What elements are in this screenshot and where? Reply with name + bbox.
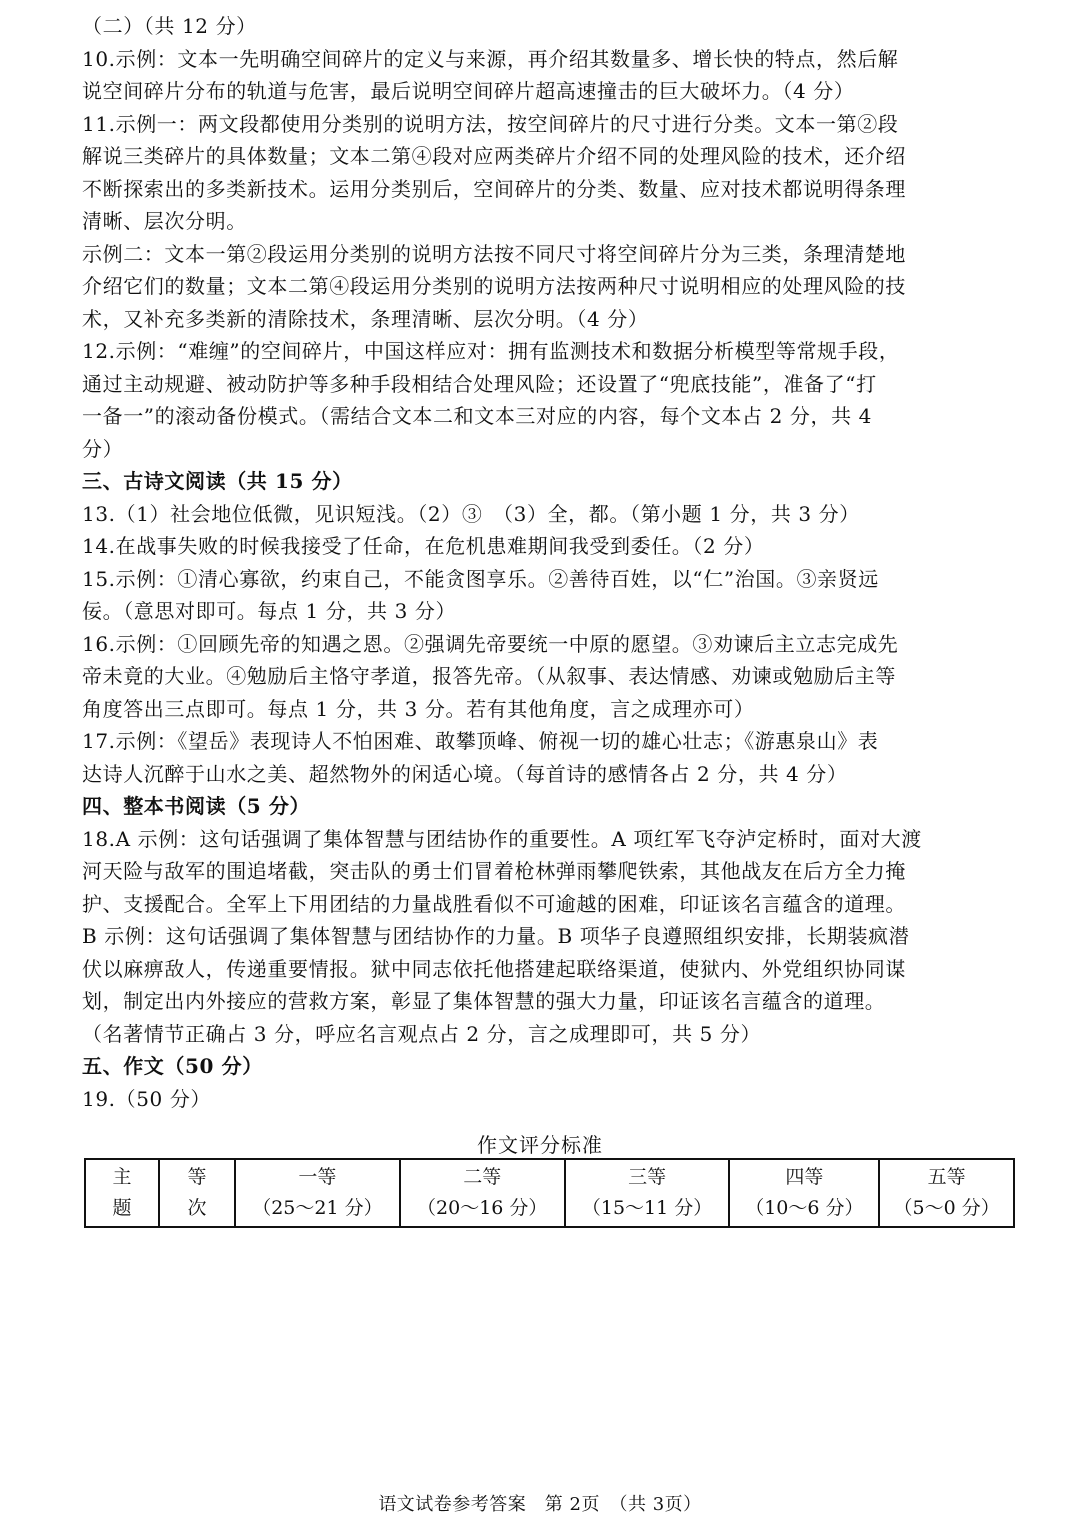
grade-range: （5～0 分）: [893, 1197, 1000, 1219]
section-heading: 五、作文（50 分）: [82, 1054, 263, 1078]
answer-line: 护、支援配合。全军上下用团结的力量战胜看似不可逾越的困难，印证该名言蕴含的道理。: [82, 891, 906, 916]
answer-line: 15.示例：①清心寡欲，约束自己，不能贪图享乐。②善待百姓，以“仁”治国。③亲贤远: [82, 566, 879, 591]
answer-line: 10.示例：文本一先明确空间碎片的定义与来源，再介绍其数量多、增长快的特点，然后解: [82, 46, 899, 71]
answer-text: [82, 10, 962, 1115]
answer-line: 16.示例：①回顾先帝的知遇之恩。②强调先帝要统一中原的愿望。③劝谏后主立志完成先: [82, 631, 899, 656]
table-cell-text: 等: [187, 1166, 207, 1188]
grade-range: （20～16 分）: [417, 1197, 548, 1219]
answer-line: 介绍它们的数量；文本二第④段运用分类别的说明方法按两种尺寸说明相应的处理风险的技: [82, 274, 906, 298]
answer-line: 分）: [82, 436, 124, 461]
table-cell-grade: [729, 1159, 879, 1227]
table-cell-grade: [565, 1159, 730, 1227]
answer-line: 划，制定出内外接应的营救方案，彰显了集体智慧的强大力量，印证该名言蕴含的道理。: [82, 989, 886, 1013]
grade-name: 五等: [927, 1166, 966, 1188]
answer-line: 不断探索出的多类新技术。运用分类别后，空间碎片的分类、数量、应对技术都说明得条理: [82, 176, 906, 201]
grade-range: （25～21 分）: [252, 1197, 383, 1219]
table-cell-grade: [235, 1159, 400, 1227]
table-cell-grade: [879, 1159, 1014, 1227]
answer-line: 伏以麻痹敌人，传递重要情报。狱中同志依托他搭建起联络渠道，使狱内、外党组织协同谋: [82, 956, 906, 981]
grade-name: 一等: [298, 1166, 337, 1188]
answer-line: 佞。（意思对即可。每点 1 分，共 3 分）: [82, 599, 457, 623]
section-heading: （二）（共 12 分）: [82, 14, 257, 38]
answer-line: 19.（50 分）: [82, 1086, 212, 1111]
table-row: [85, 1159, 1014, 1227]
answer-line: 一备一”的滚动备份模式。（需结合文本二和文本三对应的内容，每个文本占 2 分，共 4: [82, 404, 872, 428]
answer-line: 14.在战事失败的时候我接受了任命，在危机患难期间我受到委任。（2 分）: [82, 534, 765, 558]
answer-line: 达诗人沉醉于山水之美、超然物外的闲适心境。（每首诗的感情各占 2 分，共 4 分）: [82, 761, 848, 786]
answer-line: 帝未竟的大业。④勉励后主恪守孝道，报答先帝。（从叙事、表达情感、劝谏或勉励后主等: [82, 664, 896, 688]
table-cell-level: [159, 1159, 235, 1227]
answer-line: 13.（1）社会地位低微，见识短浅。（2）③ （3）全，都。（第小题 1 分，共 3 分）: [82, 501, 860, 526]
answer-line: B 示例：这句话强调了集体智慧与团结协作的力量。B 项华子良遵照组织安排，长期装疯潜: [82, 924, 910, 948]
section-heading: 三、古诗文阅读（共 15 分）: [82, 469, 353, 493]
answer-line: 11.示例一：两文段都使用分类别的说明方法，按空间碎片的尺寸进行分类。文本一第②段: [82, 111, 899, 136]
answer-line: 18.A 示例：这句话强调了集体智慧与团结协作的重要性。A 项红军飞夺泸定桥时，面对大渡: [82, 826, 922, 851]
table-cell-text: 次: [187, 1197, 207, 1219]
answer-line: 角度答出三点即可。每点 1 分，共 3 分。若有其他角度，言之成理亦可）: [82, 696, 755, 721]
answer-line: 示例二：文本一第②段运用分类别的说明方法按不同尺寸将空间碎片分为三类，条理清楚地: [82, 241, 906, 266]
answer-line: 通过主动规避、被动防护等多种手段相结合处理风险；还设置了“兜底技能”，准备了“打: [82, 371, 877, 396]
grade-name: 二等: [463, 1166, 502, 1188]
answer-line: 河天险与敌军的围追堵截，突击队的勇士们冒着枪林弹雨攀爬铁索，其他战友在后方全力掩: [82, 859, 906, 883]
table-cell-grade: [400, 1159, 565, 1227]
grade-name: 四等: [785, 1166, 824, 1188]
grade-range: （10～6 分）: [745, 1197, 864, 1219]
answer-line: 12.示例：“难缠”的空间碎片，中国这样应对：拥有监测技术和数据分析模型等常规手段，: [82, 339, 900, 363]
table-cell-text: 题: [112, 1197, 132, 1219]
page-footer: 语文试卷参考答案 第 2页 （共 3页）: [378, 1494, 702, 1515]
answer-line: 解说三类碎片的具体数量；文本二第④段对应两类碎片介绍不同的处理风险的技术，还介绍: [82, 144, 906, 168]
answer-line: 17.示例：《望岳》表现诗人不怕困难、敢攀顶峰、俯视一切的雄心壮志；《游惠泉山》表: [82, 729, 879, 753]
grade-name: 三等: [628, 1166, 667, 1188]
grade-range: （15～11 分）: [581, 1197, 713, 1219]
grading-table-title: 作文评分标准: [477, 1133, 603, 1157]
table-cell-text: 主: [112, 1166, 132, 1188]
answer-line: 术，又补充多类新的清除技术，条理清晰、层次分明。（4 分）: [82, 306, 649, 331]
table-cell-topic: [85, 1159, 159, 1227]
answer-line: 说空间碎片分布的轨道与危害，最后说明空间碎片超高速撞击的巨大破坏力。（4 分）: [82, 79, 855, 103]
answer-line: （名著情节正确占 3 分，呼应名言观点占 2 分，言之成理即可，共 5 分）: [82, 1021, 762, 1046]
section-heading: 四、整本书阅读（5 分）: [82, 794, 311, 818]
answer-line: 清晰、层次分明。: [82, 209, 247, 233]
grading-table: [84, 1158, 1015, 1228]
